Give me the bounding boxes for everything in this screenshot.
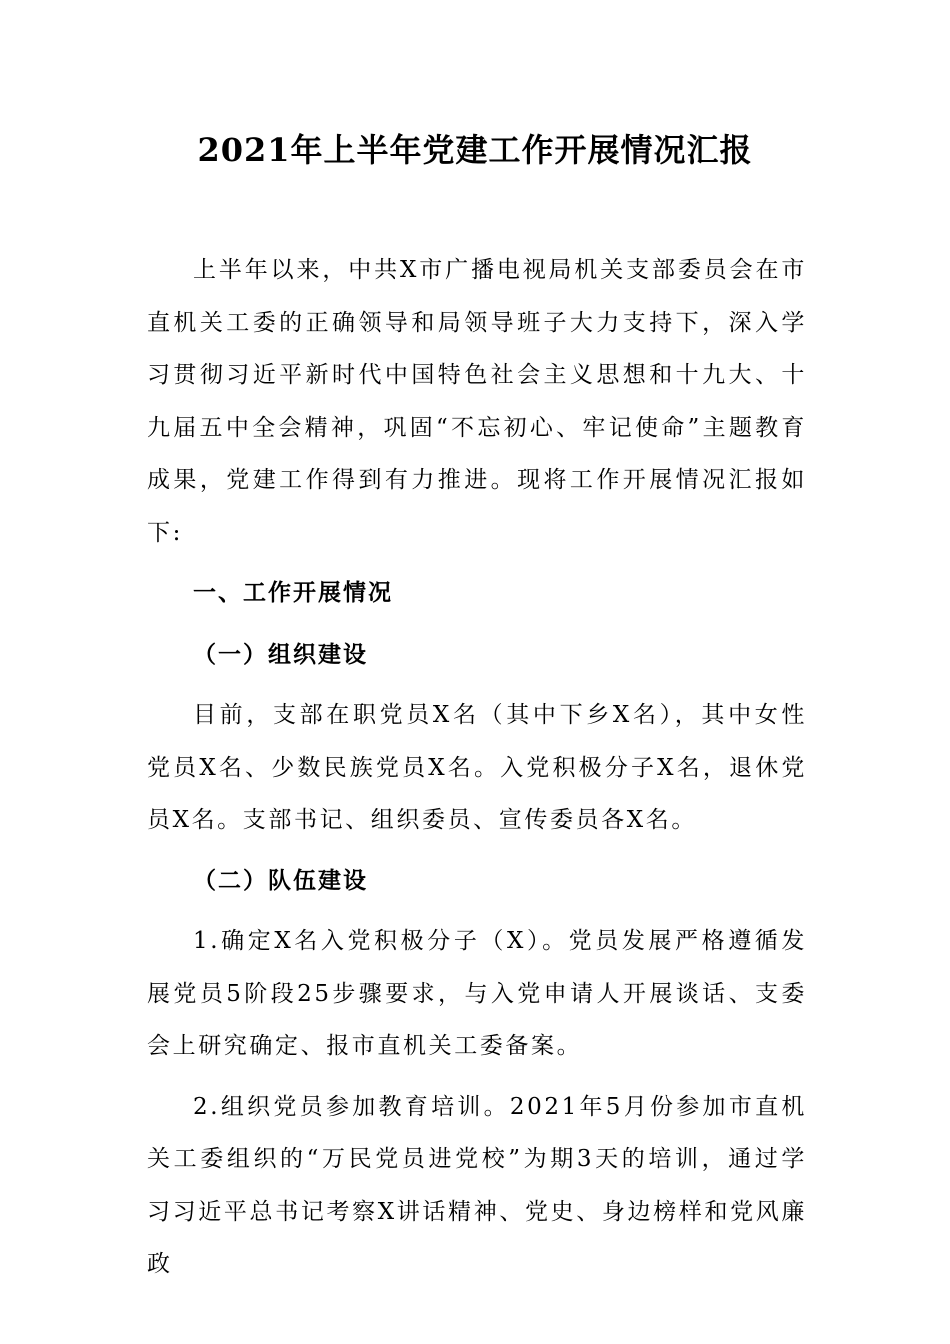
subsection-heading-team: （二）队伍建设 xyxy=(193,867,368,894)
document-body xyxy=(147,244,807,1291)
organization-paragraph: 目前，支部在职党员X名（其中下乡X名），其中女性党员X名、少数民族党员X名。入党积极分子X名，退休党员X名。支部书记、组织委员、宣传委员各X名。 xyxy=(147,702,807,833)
subsection-heading-organization: （一）组织建设 xyxy=(193,641,368,668)
document-title: 2021年上半年党建工作开展情况汇报 xyxy=(197,131,753,169)
section-heading-1: 一、工作开展情况 xyxy=(193,580,393,606)
intro-paragraph: 上半年以来，中共X市广播电视局机关支部委员会在市直机关工委的正确领导和局领导班子大力支持下，深入学习贯彻习近平新时代中国特色社会主义思想和十九大、十九届五中全会精神，巩固“不忘初心、牢记使命”主题教育成果，党建工作得到有力推进。现将工作开展情况汇报如下: xyxy=(147,257,807,546)
team-item-1-paragraph: 1.确定X名入党积极分子（X）。党员发展严格遵循发展党员5阶段25步骤要求，与入党申请人开展谈话、支委会上研究确定、报市直机关工委备案。 xyxy=(147,928,807,1059)
team-item-2-paragraph: 2.组织党员参加教育培训。2021年5月份参加市直机关工委组织的“万民党员进党校”为期3天的培训，通过学习习近平总书记考察X讲话精神、党史、身边榜样和党风廉政 xyxy=(147,1093,807,1277)
